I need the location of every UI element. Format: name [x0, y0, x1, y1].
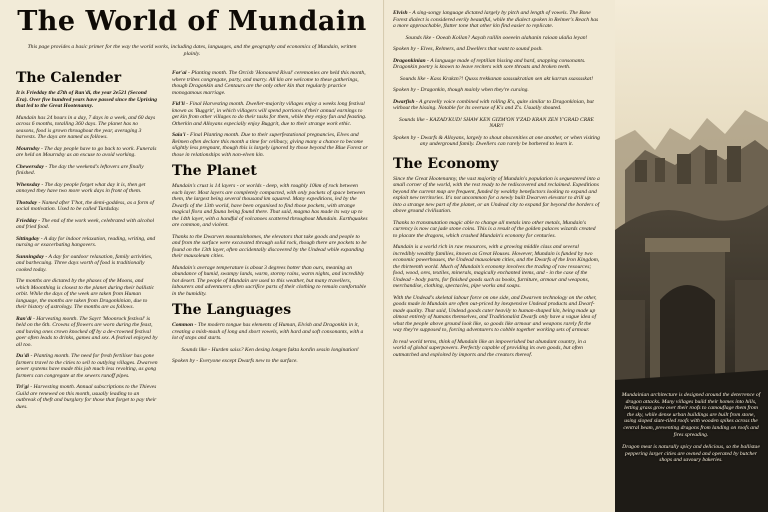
planet-heading: The Planet [172, 163, 257, 179]
month-entry-desc: - Planting month. The Orcish 'Honoured Rival' ceremonies are held this month, where tribes congregate, party, and marry. All kin are welcome to these gatherings, though Dragonkin and Centaurs are the only other kin that regularly practice monogamous marriage. [172, 70, 366, 96]
month-entry [172, 101, 368, 127]
caption-text-2: Dragon meat is naturally spicy and delicious, so the ballistae peppering larger cities are owned and operated by butcher shops and savoury bakeries. [622, 444, 760, 464]
calendar-text: Mundain has 24 hours in a day, 7 days in a week, and 60 days across 6 months, totalling 360 days. The planet has no seasons, food is grown throughout the year, averaging 3 harvests. The days are named as follows. [16, 114, 156, 140]
day-entry-name: Chewersday [16, 163, 44, 170]
month-entry-desc: - Final Harvesting month. Dweller-majority villages enjoy a weeks long festival known as 'Buggrit', in which villagers will spend portions of their annual earnings to get kin from other villages to do their tasks for them, while they enjoy fun and feasting. Otherkin and Alloyans especially enjoy Buggrit, due to their strange work ethic. [172, 101, 367, 127]
months-intro: The months are dictated by the phases of the Moons, and which Moonthing is closest to the planet during their ballistic orbit. While the days of the week are taken from Human language, the months are taken from Dragonkinian, due to their history of astrology. The months are as follows. [16, 278, 155, 310]
day-entry-desc: - The day people forget what day it is, then get annoyed they have two more work days in front of them. [16, 181, 146, 194]
day-entry-desc: - A day for outdoor relaxation, family activities, and barbecuing. Three days worth of food is traditionally cooked today. [16, 253, 153, 273]
month-entry-name: Saia'i [172, 132, 186, 138]
language-sounds: Sounds like - KAZAD'KUD! SHAW KEN GIZM'ON Y'ZAD KRAN ZEN Y'GRAD CRRE NAR!! [399, 116, 594, 129]
middle-column [172, 70, 368, 370]
caption-text: Mundainian architecture is designed around the deterrence of dragon attacks. Many villages build their homes into hills, letting grass grow over their roofs to camouflage them from the sky, while dense urban buildings are built from stone, using sloped slate-tiled roofs with wooden spikes across the central beam, preventing dragons from landing on roofs and fires spreading. [621, 392, 761, 438]
language-desc: A sing-songy language dictated largely by pitch and length of vowels. The Bone Forest dialect is considered eerily beautiful, while the dialect spoken in Relmer's Reach has a more approachable, flatter tone that other kin find easier to replicate. [393, 10, 599, 29]
day-entry [16, 236, 158, 249]
day-entry [16, 146, 158, 159]
calendar-column [16, 70, 158, 415]
day-entry [16, 218, 158, 231]
illustration-caption [621, 392, 761, 464]
day-entry [16, 254, 158, 274]
language-name: Dwarfish [393, 98, 415, 105]
language-common: Common - The modern tongue has elements of Human, Elvish and Dragonkin in it, creating a mish-mash of long and short vowels, with hard and soft consonants, with a lot of stops and starts. [172, 322, 364, 341]
economy-text-3: Mundain is a world rich in raw resources, with a growing middle class and several incredibly wealthy families, known as Great Houses. However, Mundain is funded by two economic powerhouses, the Undead mausoleum cities, and the Dwarfs of the Iron Kingdom, the thirteenth world. Much of Mundain's economy involves the trading of raw resources; food, wood, ores, textiles, minerals, magically enchanted items, and - in the case of the Undead - body parts, for finished goods such as books, furniture, armour and weapons, merchandise, clothing, spectacles, pipe works and soaps. [393, 244, 600, 289]
month-entry [172, 132, 368, 158]
day-entry-desc: - The day people have to go back to work. Funerals are held on Mourndsy as an excuse to avoid working. [16, 145, 157, 158]
months-list [16, 316, 158, 411]
language-name: Common [172, 322, 194, 328]
month-entry-name: Du'di [16, 353, 30, 359]
month-entry-desc: - Planting month. The need for fresh fertiliser has gone farmers travel to the cities to sell to outlying villages. Dwarven sewer systems have made this job much less revolting, as gong farmers can congregate at the sewers runoff pipes. [16, 353, 158, 379]
day-entry-desc: - Named after T'hot, the demi-goddess, as a form of social motivation. Used to be called Turdsday. [16, 199, 154, 212]
current-date: It is Friedday the 47th of Ran'di, the year 2e521 (Second Era). Over five hundred years have passed since the Uprising that led to the Great Hootenanny. [16, 90, 158, 109]
day-entry [16, 200, 158, 213]
day-entry-name: Thotsday [16, 199, 38, 206]
economy-text: Since the Great Hootenanny, the vast majority of Mundain's population is sequestered into a small corner of the world, with the rest ready to be rediscovered and reclaimed. Expeditions beyond the current map are frequent, funded by wealthy benefactors looking to expand and exploit new territories. It's not uncommon for a newly built Dwarven elevator to drill up into a strange new part of the planet, or an Undead city to expand far beyond the borders of above ground civilisation. [393, 175, 600, 214]
economy-text-4: With the Undead's skeletal labour force on one side, and Dwarven technology on the other, goods made in Mundain are often out-priced by inexpensive Undead products and Dwarf-made quality. That said, Undead goods cater heavily to human-shaped kin, being made up almost entirely of humans themselves, and Traditionalist Dwarfs only have a vague idea of what the people above ground look like, so goods like armour and weapons rarely fit the way they're supposed to, forcing adventurers to cobble together working sets of armour. [393, 294, 597, 333]
day-entry-name: Mourndsy [16, 145, 40, 152]
planet-text-2: Thanks to the Dwarven mountainhomes, the elevators that take goods and people to and from the surface were excavated through solid rock, though there are pockets to be found on the 13th layer, often accidentally discovered by the Undead while expanding their mausoleum cities. [172, 233, 367, 259]
day-entry-name: Whensday [16, 181, 40, 188]
languages-heading: The Languages [172, 302, 292, 318]
language-desc: A gravelly voice combined with rolling R's, quite similar to Dragonkinian, but without the hissing. Notable for its overuse of K's and Z's. Usually shouted. [393, 98, 594, 111]
planet-text: Mundain's crust is 14 layers - or worlds - deep, with roughly 10km of rock between each layer. Most layers are completely compacted, with only pockets of space between them, the largest being several thousand km squared. Many expeditions, led by the Dwarfs of the 13th world, have been organised to find those pockets, with strange magical flora and fauna being found there. That said, magma has made its way up to the 14th layer, with a handful of volcanoes scattered throughout Mundain. Earthquakes are common, and violent. [172, 183, 368, 228]
day-entry-name: Friedday [16, 217, 37, 224]
language-name: Dragonkinian [393, 57, 426, 64]
month-entry-name: Ran'di [16, 315, 32, 322]
month-entry-desc: - Harvesting month. The Sayrt 'Moonrock festival' is held on the 6th. Crowns of flowers are worn during the feast, and having ones crown knocked off by a de-crowned festival goer often leads to drinks, games and sex. A festival enjoyed by all too. [16, 315, 158, 348]
month-entry-name: For'ai [172, 70, 187, 76]
economy-text-5: In real world terms, think of Mundain like an impoverished but abundant country, in a world of global superpowers. Perfectly capable of providing its own goods, but often outmatched and exploited by imports and the creators thereof. [393, 338, 587, 358]
month-entry [172, 70, 368, 96]
days-list [16, 146, 158, 274]
castle-illustration [615, 0, 768, 512]
language-desc: The modern tongue has elements of Human, Elvish and Dragonkin in it, creating a mish-mash of long and short vowels, with hard and soft consonants, with a lot of stops and starts. [172, 322, 364, 341]
economy-heading: The Economy [393, 155, 499, 172]
language-sounds: Sounds like - Ooeah Kollan? Aayah raillin ooeeein alahanin raioan ulalia leyan! [405, 34, 588, 41]
calendar-heading: The Calender [16, 70, 122, 86]
month-entry [16, 384, 158, 410]
month-entry-desc: - Harvesting month. Annual subscriptions to the Thieves Guild are renewed on this month, usually leading to an outbreak of theft and burglary for those that forget to pay their dues. [16, 384, 157, 410]
language-spoken: Spoken by - Dwarfs & Alloyans, largely to shout obscenities at one another, or when visiting any underground family. Dwellers can rarely be bothered to learn it. [393, 134, 600, 147]
months-list-continued [172, 70, 368, 158]
month-entry-name: Fid'li [172, 101, 185, 107]
day-entry-desc: - The day the weekend's leftovers are finally finished. [16, 163, 144, 176]
language-sounds: Sounds like - Hurden saiss? Ken desing longen fakta kordin sessin longination! [181, 346, 359, 353]
language-dwarfish: Dwarfish - A gravelly voice combined with rolling R's, quite similar to Dragonkinian, but without the hissing. Notable for its overuse of K's and Z's. Usually shouted. [393, 98, 594, 111]
day-entry [16, 182, 158, 195]
day-entry-desc: - The end of the work week, celebrated with alcohol and fried food. [16, 217, 155, 230]
day-entry-name: Sittingday [16, 235, 40, 242]
language-elvish: Elvish - A sing-songy language dictated largely by pitch and length of vowels. The Bone Forest dialect is considered eerily beautiful, while the dialect spoken in Relmer's Reach has a more approachable, flatter tone that other kin find easier to replicate. [393, 10, 599, 29]
month-entry [16, 353, 158, 379]
month-entry-desc: - Final Planting month. Due to their superfestational pregnancies, Elves and Relmen often declare this month a time for celibacy, giving many a chance to become slightly less pregnant, though this is largely ignored by those beyond the Blue Forest or those in relationships with non-elven kin. [172, 132, 368, 158]
planet-text-3: Mundain's average temperature is about 3 degrees hotter than ours, meaning an abundance of humid, swampy lands, warm, stormy rains, warm nights, and incredibly hot desert. The people of Mundain are used to this weather, but many travellers, labourers and adventurers often sacrifice parts of their clothing to remain comfortable in the humidity. [172, 264, 367, 297]
intro-text: This page provides a basic primer for the way the world works, including dates, languages, and the geography and economics of Mundain, written plainly. [27, 44, 357, 57]
language-dragonkinian: Dragonkinian - A language made of reptilian hissing and hard, snapping consonants. Dragonkin poetry is known to leave reciters with sore throats and broken teeth. [393, 57, 586, 70]
economy-text-2: Thanks to transmutation magic able to change all metals into other metals, Mundain's currency is now cut jade stone coins. This is a result of the golden palaces wizards created to placate the dragons, which crashed Mundain's economy for centuries. [393, 219, 596, 239]
language-sounds: Sounds like - Kass Krakzn?! Qusss trekkanan sasssukratian sen akt karran ssasssskat! [399, 75, 594, 82]
language-name: Elvish [393, 10, 408, 16]
day-entry [16, 164, 158, 177]
day-entry-name: Sunningday [16, 253, 44, 260]
language-spoken: Spoken by - Everyone except Dwarfs new to the surface. [172, 358, 298, 364]
month-entry [16, 316, 158, 349]
month-entry-name: Tri'gi [16, 384, 29, 390]
day-entry-desc: - A day for indoor relaxation, reading, writing, and nursing or exacerbating hangovers. [16, 235, 156, 248]
language-spoken: Spoken by - Elves, Relmers, and Dwellers that want to sound posh. [393, 46, 543, 52]
language-spoken: Spoken by - Dragonkin, though mainly when they're cursing. [393, 87, 529, 93]
page-title: The World of Mundain [17, 6, 367, 37]
right-column [393, 10, 600, 363]
language-desc: A language made of reptilian hissing and hard, snapping consonants. Dragonkin poetry is known to leave reciters with sore throats and broken teeth. [393, 57, 586, 70]
